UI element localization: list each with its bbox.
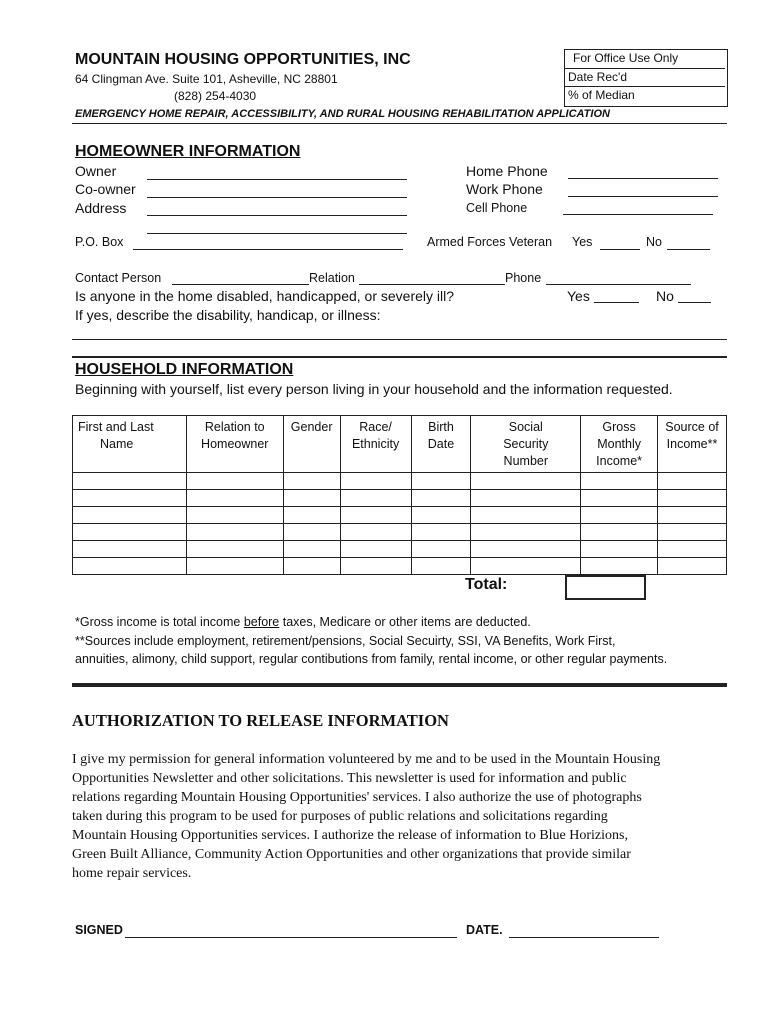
table-cell[interactable] bbox=[186, 524, 283, 541]
contact-phone-label: Phone bbox=[505, 271, 542, 285]
table-cell[interactable] bbox=[581, 507, 658, 524]
note1-post: taxes, Medicare or other items are deducted. bbox=[279, 615, 531, 629]
date-received-field[interactable]: Date Rec'd bbox=[565, 68, 725, 86]
table-cell[interactable] bbox=[73, 558, 187, 575]
column-header bbox=[471, 416, 581, 473]
table-cell[interactable] bbox=[658, 524, 727, 541]
section-divider bbox=[72, 356, 727, 358]
column-header bbox=[658, 416, 727, 473]
form-subtitle: EMERGENCY HOME REPAIR, ACCESSIBILITY, AND RURAL HOUSING REHABILITATION APPLICATION bbox=[75, 108, 610, 120]
table-cell[interactable] bbox=[471, 473, 581, 490]
column-header-line: Monthly bbox=[597, 437, 641, 451]
column-header-line: Homeowner bbox=[201, 437, 269, 451]
table-cell[interactable] bbox=[340, 473, 411, 490]
veteran-yes-label: Yes bbox=[572, 235, 593, 249]
date-label: DATE. bbox=[466, 923, 503, 937]
gross-income-note bbox=[75, 615, 531, 629]
table-cell[interactable] bbox=[73, 524, 187, 541]
percent-median-field[interactable]: % of Median bbox=[565, 86, 725, 104]
table-cell[interactable] bbox=[73, 507, 187, 524]
table-row bbox=[73, 473, 727, 490]
total-label: Total: bbox=[465, 576, 508, 593]
column-header bbox=[186, 416, 283, 473]
table-cell[interactable] bbox=[186, 558, 283, 575]
table-cell[interactable] bbox=[283, 473, 340, 490]
sources-note: **Sources include employment, retirement/pensions, Social Secuirty, SSI, VA Benefits, Work First, bbox=[75, 634, 616, 648]
veteran-yes-field[interactable] bbox=[600, 249, 640, 250]
table-cell[interactable] bbox=[186, 473, 283, 490]
table-cell[interactable] bbox=[581, 473, 658, 490]
address-label: Address bbox=[75, 200, 127, 216]
veteran-no-label: No bbox=[646, 235, 662, 249]
address-field-line2[interactable] bbox=[147, 233, 407, 234]
authorization-line: taken during this program to be used for purposes of public relations and solicitations regarding bbox=[72, 809, 608, 824]
table-cell[interactable] bbox=[411, 524, 471, 541]
authorization-text bbox=[72, 750, 722, 883]
authorization-line: Opportunities Newsletter and other solicitations. This newsletter is used for information and public bbox=[72, 771, 627, 786]
table-cell[interactable] bbox=[340, 541, 411, 558]
column-header-line: Name bbox=[100, 437, 134, 451]
veteran-no-field[interactable] bbox=[667, 249, 710, 250]
describe-line[interactable] bbox=[72, 339, 727, 340]
owner-label: Owner bbox=[75, 163, 117, 179]
cell-phone-field[interactable] bbox=[563, 214, 713, 215]
table-cell[interactable] bbox=[411, 558, 471, 575]
table-cell[interactable] bbox=[283, 541, 340, 558]
table-header-row bbox=[73, 416, 727, 473]
homeowner-section-title: HOMEOWNER INFORMATION bbox=[75, 143, 301, 160]
table-row bbox=[73, 490, 727, 507]
column-header-line: Gross bbox=[602, 420, 636, 434]
household-section-title: HOUSEHOLD INFORMATION bbox=[75, 361, 294, 378]
column-header-line: First and Last bbox=[78, 420, 154, 434]
table-cell[interactable] bbox=[340, 558, 411, 575]
authorization-line: relations regarding Mountain Housing Opportunities' services. I also authorize the use of photographs bbox=[72, 790, 642, 805]
cell-phone-label: Cell Phone bbox=[466, 201, 528, 215]
home-phone-label: Home Phone bbox=[466, 163, 548, 179]
table-cell[interactable] bbox=[73, 541, 187, 558]
table-cell[interactable] bbox=[283, 524, 340, 541]
date-field[interactable] bbox=[509, 937, 659, 938]
sources-note-cont: annuities, alimony, child support, regular contibutions from family, rental income, or other regular payments. bbox=[75, 652, 668, 666]
table-cell[interactable] bbox=[411, 507, 471, 524]
office-use-box bbox=[564, 49, 728, 107]
work-phone-field[interactable] bbox=[568, 196, 718, 197]
table-cell[interactable] bbox=[471, 524, 581, 541]
column-header bbox=[340, 416, 411, 473]
signed-label: SIGNED bbox=[75, 923, 123, 937]
address-field[interactable] bbox=[147, 215, 407, 216]
table-row bbox=[73, 507, 727, 524]
table-cell[interactable] bbox=[658, 490, 727, 507]
org-name: MOUNTAIN HOUSING OPPORTUNITIES, INC bbox=[75, 51, 411, 68]
authorization-line: Green Built Alliance, Community Action Opportunities and other organizations that provide similar bbox=[72, 847, 631, 862]
table-cell[interactable] bbox=[411, 541, 471, 558]
home-phone-field[interactable] bbox=[568, 178, 718, 179]
column-header-line: Race/ bbox=[359, 420, 392, 434]
column-header-line: Ethnicity bbox=[351, 437, 400, 451]
disabled-yes-label: Yes bbox=[567, 288, 590, 304]
table-cell[interactable] bbox=[186, 541, 283, 558]
table-cell[interactable] bbox=[581, 490, 658, 507]
table-cell[interactable] bbox=[658, 541, 727, 558]
table-row bbox=[73, 524, 727, 541]
disabled-no-label: No bbox=[656, 288, 674, 304]
org-address: 64 Clingman Ave. Suite 101, Asheville, NC 28801 bbox=[75, 72, 338, 86]
column-header-line: Income* bbox=[596, 454, 643, 468]
column-header bbox=[411, 416, 471, 473]
table-cell[interactable] bbox=[581, 558, 658, 575]
table-cell[interactable] bbox=[340, 490, 411, 507]
table-cell[interactable] bbox=[581, 524, 658, 541]
contact-phone-field[interactable] bbox=[546, 284, 691, 285]
table-cell[interactable] bbox=[73, 490, 187, 507]
header-divider bbox=[72, 123, 727, 124]
table-row bbox=[73, 558, 727, 575]
coowner-field[interactable] bbox=[147, 197, 407, 198]
table-cell[interactable] bbox=[471, 507, 581, 524]
table-cell[interactable] bbox=[283, 558, 340, 575]
authorization-line: Mountain Housing Opportunities services. I authorize the release of information to Blue Horizions, bbox=[72, 828, 628, 843]
table-cell[interactable] bbox=[186, 490, 283, 507]
column-header-line: Source of bbox=[665, 420, 719, 434]
table-cell[interactable] bbox=[581, 541, 658, 558]
column-header-line: Social bbox=[508, 420, 543, 434]
column-header-line: Gender bbox=[290, 420, 333, 434]
pobox-label: P.O. Box bbox=[75, 235, 124, 249]
relation-field[interactable] bbox=[359, 284, 505, 285]
table-cell[interactable] bbox=[658, 507, 727, 524]
table-cell[interactable] bbox=[658, 558, 727, 575]
column-header-line: Relation to bbox=[204, 420, 265, 434]
veteran-label: Armed Forces Veteran bbox=[427, 235, 553, 249]
contact-person-field[interactable] bbox=[172, 284, 309, 285]
column-header-line: Security bbox=[503, 437, 549, 451]
table-cell[interactable] bbox=[411, 490, 471, 507]
section-divider-thick bbox=[72, 683, 727, 687]
contact-person-label: Contact Person bbox=[75, 271, 162, 285]
org-phone: (828) 254-4030 bbox=[174, 89, 257, 103]
disabled-question: Is anyone in the home disabled, handicapped, or severely ill? bbox=[75, 288, 455, 304]
table-cell[interactable] bbox=[73, 473, 187, 490]
column-header-line: Date bbox=[427, 437, 455, 451]
column-header bbox=[283, 416, 340, 473]
owner-field[interactable] bbox=[147, 179, 407, 180]
note1-pre: *Gross income is total income bbox=[75, 615, 244, 629]
column-header-line: Income** bbox=[666, 437, 718, 451]
table-cell[interactable] bbox=[340, 507, 411, 524]
office-use-title: For Office Use Only bbox=[573, 51, 679, 65]
signature-field[interactable] bbox=[125, 937, 457, 938]
disabled-yes-field[interactable] bbox=[594, 302, 639, 303]
table-cell[interactable] bbox=[411, 473, 471, 490]
work-phone-label: Work Phone bbox=[466, 181, 543, 197]
disabled-no-field[interactable] bbox=[678, 302, 711, 303]
pobox-field[interactable] bbox=[133, 249, 403, 250]
authorization-line: home repair services. bbox=[72, 866, 192, 881]
column-header bbox=[581, 416, 658, 473]
table-cell[interactable] bbox=[471, 541, 581, 558]
table-cell[interactable] bbox=[340, 524, 411, 541]
authorization-line: I give my permission for general information volunteered by me and to be used in the Mountain Housing bbox=[72, 752, 661, 767]
table-row bbox=[73, 541, 727, 558]
table-cell[interactable] bbox=[471, 490, 581, 507]
household-instructions: Beginning with yourself, list every person living in your household and the information requested. bbox=[75, 381, 673, 397]
table-cell[interactable] bbox=[471, 558, 581, 575]
household-table bbox=[72, 415, 727, 575]
column-header-line: Birth bbox=[428, 420, 454, 434]
table-cell[interactable] bbox=[283, 507, 340, 524]
total-income-field[interactable] bbox=[565, 575, 646, 600]
column-header-line: Number bbox=[503, 454, 549, 468]
column-header bbox=[73, 416, 187, 473]
table-cell[interactable] bbox=[283, 490, 340, 507]
coowner-label: Co-owner bbox=[75, 181, 136, 197]
table-cell[interactable] bbox=[658, 473, 727, 490]
relation-label: Relation bbox=[309, 271, 355, 285]
note1-underlined: before bbox=[243, 615, 280, 629]
authorization-title: AUTHORIZATION TO RELEASE INFORMATION bbox=[72, 711, 449, 730]
table-cell[interactable] bbox=[186, 507, 283, 524]
describe-prompt: If yes, describe the disability, handicap, or illness: bbox=[75, 307, 381, 323]
